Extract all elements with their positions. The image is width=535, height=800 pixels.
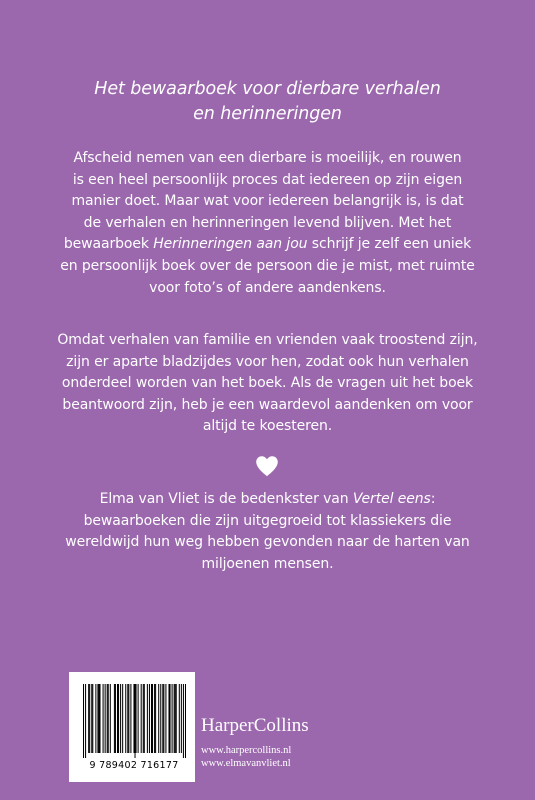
barcode-bar <box>133 684 134 753</box>
barcode-bar <box>168 684 169 753</box>
barcode-bar <box>89 684 90 753</box>
text-fragment: : <box>430 491 436 507</box>
barcode-bar <box>88 684 89 753</box>
barcode-bar <box>91 684 92 753</box>
barcode-bar <box>185 684 186 758</box>
barcode-bar <box>152 684 153 753</box>
barcode-bar <box>97 684 98 753</box>
text-fragment: schrijf je zelf een uniek <box>307 236 472 253</box>
barcode-bar <box>107 684 108 753</box>
barcode <box>83 684 186 758</box>
heart-icon <box>255 455 279 477</box>
barcode-bar <box>135 684 136 758</box>
barcode-bar <box>151 684 152 753</box>
barcode-bar <box>115 684 116 753</box>
barcode-bar <box>176 684 177 753</box>
paragraph-line: manier doet. Maar wat voor iedereen belangrijk is, is dat <box>71 193 464 210</box>
barcode-bar <box>162 684 163 753</box>
paragraph-line: miljoenen mensen. <box>201 555 334 572</box>
barcode-bar <box>165 684 166 753</box>
barcode-bar <box>172 684 173 753</box>
barcode-bar <box>105 684 106 753</box>
barcode-bar <box>158 684 159 753</box>
barcode-bar <box>120 684 121 753</box>
paragraph-line: altijd te koesteren. <box>202 418 333 435</box>
paragraph-line: onderdeel worden van het boek. Als de vragen uit het boek <box>61 375 474 392</box>
barcode-bar <box>128 684 129 753</box>
barcode-bar <box>130 684 131 753</box>
paragraph-line: de verhalen en herinneringen levend blijven. Met het <box>83 214 452 231</box>
barcode-bar <box>85 684 86 758</box>
author-url: www.elmavanvliet.nl <box>201 758 291 769</box>
publisher-url: www.harpercollins.nl <box>201 745 292 756</box>
barcode-bar <box>149 684 150 753</box>
barcode-bar <box>138 684 139 753</box>
family-paragraph <box>55 330 480 438</box>
publisher-logo: HarperCollins <box>201 715 309 736</box>
barcode-bar <box>181 684 182 753</box>
paragraph-line: bewaarboeken die zijn uitgegroeid tot klassiekers die <box>83 512 452 529</box>
barcode-bar <box>125 684 126 753</box>
series-title: Vertel eens <box>352 491 431 507</box>
text-fragment: Elma van Vliet is de bedenkster van <box>99 491 353 507</box>
barcode-bar <box>175 684 176 753</box>
paragraph-line: zijn er aparte bladzijdes voor hen, zodat ook hun verhalen <box>66 353 469 370</box>
barcode-bar <box>98 684 99 753</box>
barcode-bar <box>144 684 145 753</box>
paragraph-line: is een heel persoonlijk proces dat iedereen op zijn eigen <box>72 171 463 188</box>
barcode-bar <box>179 684 180 753</box>
barcode-bar <box>160 684 161 753</box>
barcode-bar <box>163 684 164 753</box>
barcode-bar <box>183 684 184 758</box>
paragraph-line <box>55 234 480 256</box>
barcode-bar <box>83 684 84 758</box>
paragraph-line: en persoonlijk boek over de persoon die je mist, met ruimte <box>60 257 475 274</box>
barcode-bar <box>95 684 96 753</box>
barcode-box <box>69 672 195 782</box>
barcode-bar <box>122 684 123 753</box>
text-fragment: bewaarboek <box>63 236 154 253</box>
headline-line: Het bewaarboek voor dierbare verhalen <box>94 79 441 99</box>
barcode-bar <box>155 684 156 753</box>
barcode-bar <box>117 684 118 753</box>
barcode-bar <box>141 684 142 753</box>
barcode-bar <box>103 684 104 753</box>
barcode-bar <box>99 684 100 753</box>
paragraph-line: Afscheid nemen van een dierbare is moeilijk, en rouwen <box>73 150 462 166</box>
barcode-bar <box>143 684 144 753</box>
barcode-bar <box>174 684 175 753</box>
paragraph-line: voor foto’s of andere aandenkens. <box>149 279 386 296</box>
paragraph-line: Omdat verhalen van familie en vrienden vaak troostend zijn, <box>57 332 478 348</box>
isbn-number: 9 789402 716177 <box>89 760 179 771</box>
headline <box>40 77 495 127</box>
barcode-bar <box>110 684 111 753</box>
paragraph-line: wereldwijd hun weg hebben gevonden naar de harten van <box>65 534 470 551</box>
barcode-bar <box>127 684 128 753</box>
headline-line: en herinneringen <box>193 104 342 124</box>
paragraph-line: beantwoord zijn, heb je een waardevol aandenken om voor <box>62 396 473 413</box>
barcode-bar <box>136 684 137 753</box>
barcode-bar <box>170 684 171 753</box>
barcode-bar <box>108 684 109 753</box>
barcode-bar <box>147 684 148 753</box>
barcode-bar <box>118 684 119 753</box>
paragraph-line <box>55 489 480 511</box>
barcode-bar <box>114 684 115 753</box>
intro-paragraph <box>55 148 480 299</box>
author-paragraph <box>55 489 480 575</box>
book-title: Herinneringen aan jou <box>153 236 308 253</box>
barcode-bar <box>154 684 155 753</box>
barcode-bar <box>92 684 93 753</box>
